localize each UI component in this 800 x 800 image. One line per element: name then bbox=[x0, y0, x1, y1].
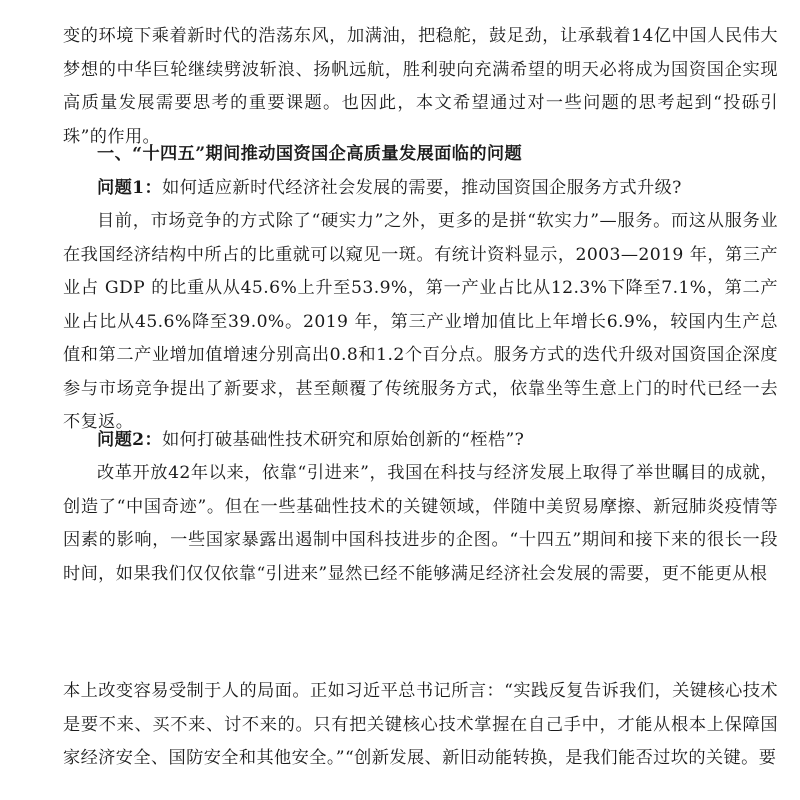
question-1-text: 如何适应新时代经济社会发展的需要，推动国资国企服务方式升级? bbox=[162, 178, 682, 198]
question-2 bbox=[97, 424, 777, 458]
question-2-label: 问题2： bbox=[97, 430, 163, 450]
question-2-text: 如何打破基础性技术研究和原始创新的“桎梏”? bbox=[162, 430, 525, 450]
paragraph-service-upgrade: 目前，市场竞争的方式除了“硬实力”之外，更多的是拼“软实力”—服务。而这从服务业在我国经济结构中所占的比重就可以窥见一斑。有统计资料显示，2003—2019 年，第三产业占 GDP 的比重从从45.6%上升至53.9%，第一产业占比从12.3%下降至7.1%，第二产业占比从45.6%降至39.0%。2019 年，第三产业增加值比上年增长6.9%，较国内生产总值和第二产业增加值增速分别高出0.8和1.2个百分点。服务方式的迭代升级对国资国企深度参与市场竞争提出了新要求，甚至颠覆了传统服务方式，依靠坐等生意上门的时代已经一去不复返。 bbox=[63, 211, 778, 432]
section-heading: 一、“十四五”期间推动国资国企高质量发展面临的问题 bbox=[97, 144, 523, 164]
question-1 bbox=[97, 172, 777, 206]
intro-paragraph: 变的环境下乘着新时代的浩荡东风，加满油，把稳舵，鼓足劲，让承载着14亿中国人民伟大梦想的中华巨轮继续劈波斩浪、扬帆远航，胜利驶向充满希望的明天必将成为国资国企实现高质量发展需要思考的重要课题。也因此，本文希望通过对一些问题的思考起到“投砾引珠”的作用。 bbox=[63, 26, 778, 147]
paragraph-core-technology: 本上改变容易受制于人的局面。正如习近平总书记所言：“实践反复告诉我们，关键核心技术是要不来、买不来、讨不来的。只有把关键核心技术掌握在自己手中，才能从根本上保障国家经济安全、国防安全和其他安全。”“创新发展、新旧动能转换，是我们能否过坎的关键。要 bbox=[63, 681, 778, 768]
paragraph-innovation: 改革开放42年以来，依靠“引进来”，我国在科技与经济发展上取得了举世瞩目的成就，创造了“中国奇迹”。但在一些基础性技术的关键领域，伴随中美贸易摩擦、新冠肺炎疫情等因素的影响，一些国家暴露出遏制中国科技进步的企图。“十四五”期间和接下来的很长一段时间，如果我们仅仅依靠“引进来”显然已经不能够满足经济社会发展的需要，更不能更从根 bbox=[63, 463, 778, 584]
question-1-label: 问题1： bbox=[97, 178, 163, 198]
